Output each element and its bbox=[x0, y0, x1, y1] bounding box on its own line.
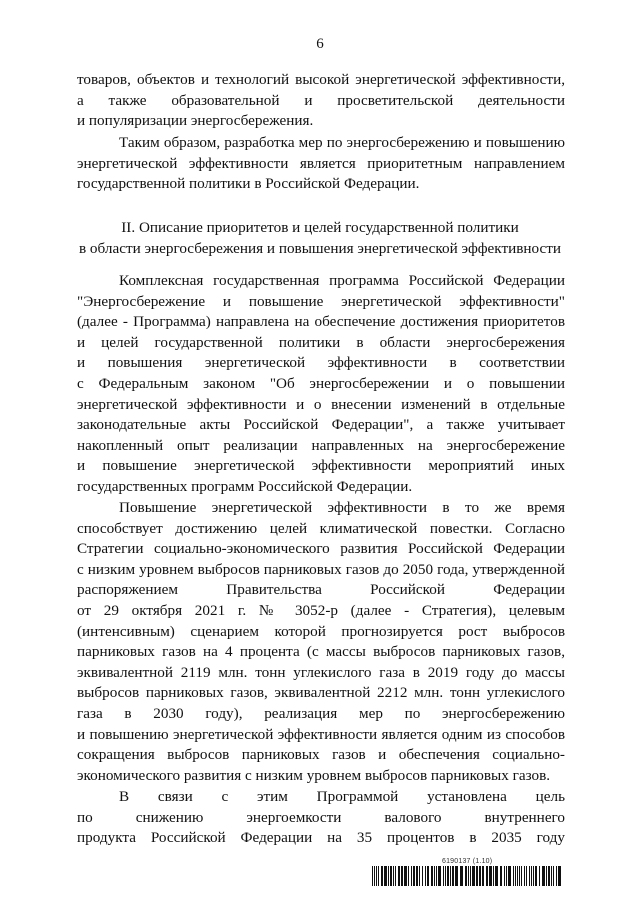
text-line: "Энергосбережение и повышение энергетической эффективности" bbox=[77, 292, 565, 310]
barcode-bar bbox=[524, 866, 525, 886]
text-line: накопленный опыт реализации направленных на энергосбережение bbox=[77, 436, 565, 454]
barcode-code: 6190137 (1.10) bbox=[442, 858, 493, 865]
barcode-bar bbox=[551, 866, 552, 886]
barcode-bar bbox=[404, 866, 407, 886]
barcode-bar bbox=[521, 866, 522, 886]
text-line: В связи с этим Программой установлена цель bbox=[119, 788, 565, 805]
barcode-bar bbox=[495, 866, 498, 886]
barcode-bar bbox=[539, 866, 540, 886]
section-heading bbox=[60, 218, 580, 259]
barcode-bar bbox=[486, 866, 488, 886]
barcode-bar bbox=[506, 866, 507, 886]
barcode-bar bbox=[513, 866, 514, 886]
barcode-bar bbox=[556, 866, 557, 886]
text-line: Повышение энергетической эффективности в то же время bbox=[119, 499, 565, 516]
text-line: (интенсивным) сценарием которой прогнозируется рост выбросов bbox=[77, 622, 565, 640]
page-number: 6 bbox=[316, 36, 324, 52]
text-line: газа в 2030 году), реализация мер по энергосбережению bbox=[77, 704, 565, 722]
text-line: государственных программ Российской Федерации. bbox=[77, 477, 413, 495]
barcode-bar bbox=[489, 866, 492, 886]
barcode-bar bbox=[416, 866, 418, 886]
paragraph-program bbox=[77, 271, 565, 498]
text-line: выбросов парниковых газов, эквивалентной 2212 млн. тонн углекислого bbox=[77, 684, 565, 702]
text-line: и повышения энергетической эффективности в соответствии bbox=[77, 354, 565, 372]
barcode-bar bbox=[374, 866, 375, 886]
text-line: Таким образом, разработка мер по энергосбережению и повышению bbox=[119, 134, 565, 151]
barcode-bar bbox=[517, 866, 518, 886]
text-line: и повышению энергетической эффективности является одним из способов bbox=[77, 725, 565, 743]
barcode-bar bbox=[434, 866, 435, 886]
barcode-bar bbox=[553, 866, 554, 886]
text-line: и повышение энергетической эффективности мероприятий иных bbox=[77, 457, 565, 475]
text-line: с Федеральным законом "Об энергосбережении и о повышении bbox=[77, 374, 565, 392]
barcode-bar bbox=[468, 866, 469, 886]
conclusion-paragraph bbox=[77, 133, 565, 195]
barcode-bar bbox=[425, 866, 426, 886]
barcode-bar bbox=[401, 866, 403, 886]
barcode-bar bbox=[408, 866, 409, 886]
barcode-bar bbox=[542, 866, 545, 886]
barcode-bar bbox=[398, 866, 400, 886]
text-line: энергетической эффективности является приоритетным направлением bbox=[77, 154, 565, 172]
text-line: продукта Российской Федерации на 35 процентов в 2035 году bbox=[77, 829, 565, 847]
barcode-bar bbox=[372, 866, 373, 886]
barcode-bar bbox=[515, 866, 516, 886]
text-line: и популяризации энергосбережения. bbox=[77, 112, 314, 130]
barcode-bar bbox=[479, 866, 481, 886]
barcode-bar bbox=[438, 866, 441, 886]
text-line: и целей государственной политики в области энергосбережения bbox=[77, 333, 565, 351]
barcode-bar bbox=[482, 866, 484, 886]
text-line: сокращения выбросов парниковых газов и обеспечения социально- bbox=[77, 746, 565, 764]
text-line: с низким уровнем выбросов парниковых газов до 2050 года, утвержденной bbox=[77, 560, 565, 578]
barcode-bar bbox=[447, 866, 449, 886]
text-line: экономического развития с низким уровнем выбросов парниковых газов. bbox=[77, 766, 551, 784]
barcode-bar bbox=[508, 866, 511, 886]
text-line: государственной политики в Российской Федерации. bbox=[77, 175, 420, 193]
text-line: эквивалентной 2119 млн. тонн углекислого газа в 2019 году до массы bbox=[77, 663, 565, 681]
barcode-bar bbox=[472, 866, 475, 886]
barcode-bar bbox=[381, 866, 383, 886]
paragraph-goal bbox=[77, 787, 565, 849]
text-line: Стратегии социально-экономического развития Российской Федерации bbox=[77, 540, 565, 558]
text-line: товаров, объектов и технологий высокой энергетической эффективности, bbox=[77, 71, 565, 88]
barcode-bar bbox=[422, 866, 423, 886]
barcode-bar bbox=[443, 866, 444, 886]
barcode-bar bbox=[519, 866, 520, 886]
barcode-bar bbox=[526, 866, 527, 886]
barcode-bar bbox=[455, 866, 458, 886]
barcode-bar bbox=[419, 866, 420, 886]
barcode-area bbox=[372, 858, 562, 888]
text-line: (далее - Программа) направлена на обеспечение достижения приоритетов bbox=[77, 313, 565, 331]
heading-line: II. Описание приоритетов и целей государственной политики bbox=[121, 219, 519, 236]
barcode-bar bbox=[531, 866, 532, 886]
barcode-bar bbox=[431, 866, 433, 886]
barcode-bar bbox=[533, 866, 534, 886]
text-line: законодательные акты Российской Федерации", а также учитывает bbox=[77, 416, 565, 434]
barcode-bar bbox=[393, 866, 394, 886]
barcode-bar bbox=[395, 866, 396, 886]
heading-line: в области энергосбережения и повышения энергетической эффективности bbox=[78, 239, 562, 257]
barcode-bar bbox=[411, 866, 412, 886]
text-line: энергетической эффективности и о внесении изменений в отдельные bbox=[77, 395, 565, 413]
barcode-bar bbox=[460, 866, 463, 886]
barcode-bar bbox=[558, 866, 561, 886]
text-line: распоряжением Правительства Российской Федерации bbox=[77, 581, 565, 599]
barcode-bar bbox=[413, 866, 415, 886]
barcode-bar bbox=[504, 866, 505, 886]
text-line: от 29 октября 2021 г. № 3052-р (далее - Стратегия), целевым bbox=[77, 601, 565, 619]
text-line: по снижению энергоемкости валового внутреннего bbox=[77, 808, 565, 826]
barcode-bar bbox=[390, 866, 392, 886]
barcode-bar bbox=[445, 866, 446, 886]
barcode-bar bbox=[465, 866, 467, 886]
barcode-bar bbox=[470, 866, 471, 886]
text-line: способствует достижению целей климатической повестки. Согласно bbox=[77, 519, 565, 537]
barcode-bar bbox=[493, 866, 494, 886]
barcode-bar bbox=[546, 866, 547, 886]
barcode-bar bbox=[529, 866, 530, 886]
barcode-bar bbox=[450, 866, 451, 886]
barcode-bar bbox=[535, 866, 537, 886]
text-line: парниковых газов на 4 процента (с массы выбросов парниковых газов, bbox=[77, 643, 565, 661]
barcode-bar bbox=[452, 866, 454, 886]
barcode-bar bbox=[500, 866, 502, 886]
barcode-icon bbox=[372, 866, 562, 886]
barcode-bar bbox=[388, 866, 389, 886]
barcode-bar bbox=[548, 866, 550, 886]
barcode-bar bbox=[476, 866, 478, 886]
text-line: а также образовательной и просветительской деятельности bbox=[77, 91, 565, 109]
barcode-bar bbox=[376, 866, 377, 886]
barcode-bar bbox=[427, 866, 429, 886]
intro-paragraph bbox=[77, 70, 565, 132]
barcode-bar bbox=[378, 866, 379, 886]
text-line: Комплексная государственная программа Российской Федерации bbox=[119, 272, 565, 289]
barcode-bar bbox=[384, 866, 387, 886]
barcode-bar bbox=[436, 866, 437, 886]
paragraph-climate bbox=[77, 498, 565, 786]
